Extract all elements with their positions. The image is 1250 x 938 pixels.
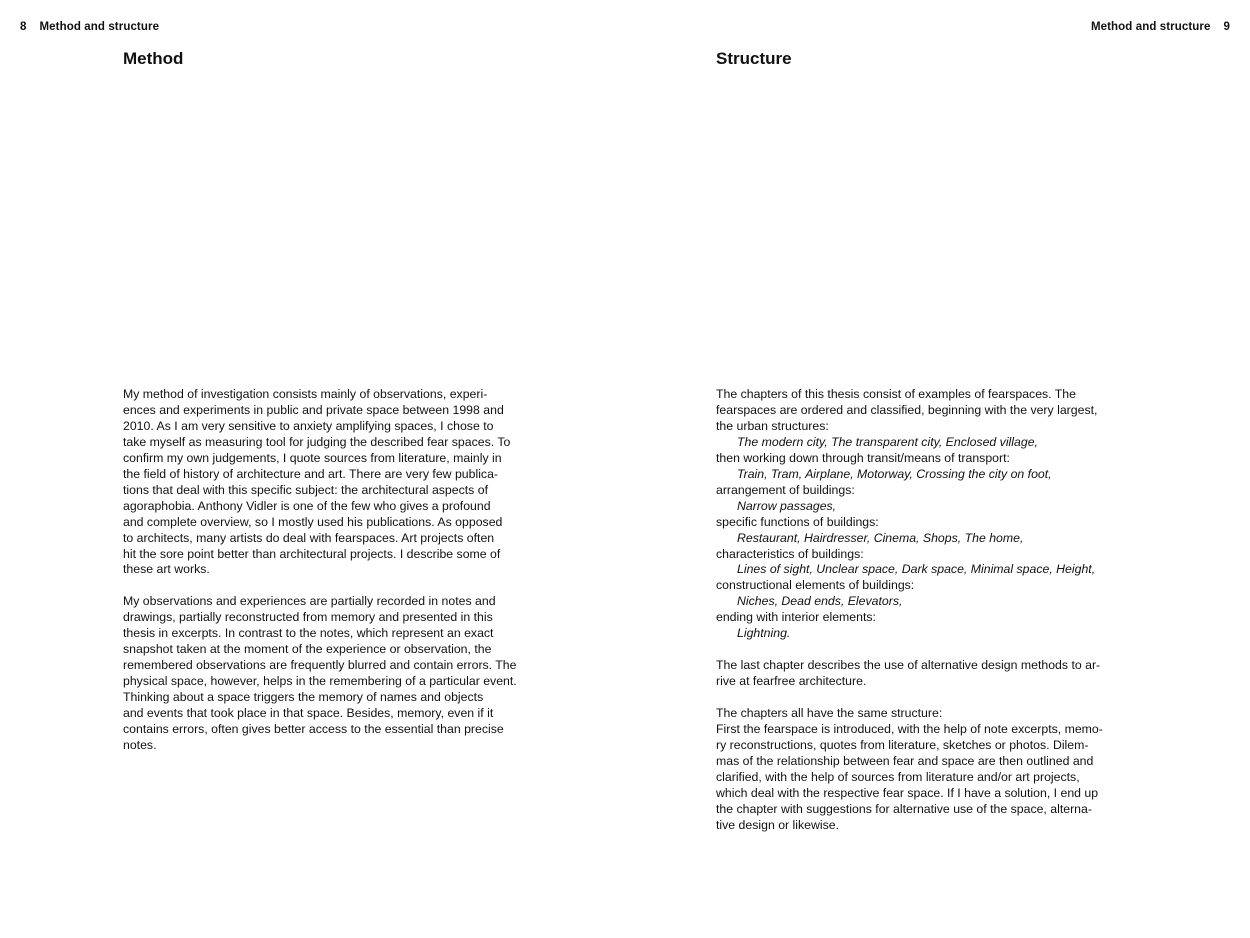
category-line: then working down through transit/means of transport: [716, 450, 1010, 465]
text-line: confirm my own judgements, I quote sources from literature, mainly in [123, 450, 502, 465]
text-line: and events that took place in that space. Besides, memory, even if it [123, 706, 494, 721]
text-line: My method of investigation consists mainly of observations, experi- [123, 387, 488, 401]
fearspace-examples-line: Narrow passages, [737, 498, 837, 513]
text-line: fearspaces are ordered and classified, beginning with the very largest, [716, 402, 1098, 417]
method-body [123, 387, 538, 754]
structure-body [716, 387, 1134, 834]
page-number-left: 8 [20, 21, 27, 33]
text-line: the field of history of architecture and art. There are very few publica- [123, 466, 499, 481]
text-line: snapshot taken at the moment of the experience or observation, the [123, 642, 492, 657]
text-line: My observations and experiences are partially recorded in notes and [123, 594, 496, 609]
method-title: Method [123, 49, 184, 68]
text-line: physical space, however, helps in the remembering of a particular event. [123, 674, 517, 689]
text-line: notes. [123, 737, 157, 752]
running-head-left [20, 21, 159, 33]
structure-title: Structure [716, 49, 792, 68]
text-line: ry reconstructions, quotes from literature, sketches or photos. Dilem- [716, 737, 1089, 752]
method-paragraph-1 [123, 387, 538, 578]
running-title-right: Method and structure [1090, 21, 1211, 33]
text-line: and complete overview, so I mostly used his publications. As opposed [123, 514, 503, 529]
fearspace-examples-line: Lines of sight, Unclear space, Dark space, Minimal space, Height, [737, 562, 1096, 577]
text-line: mas of the relationship between fear and space are then outlined and [716, 753, 1094, 768]
text-line: The chapters all have the same structure: [716, 706, 943, 721]
fearspace-examples-line: Train, Tram, Airplane, Motorway, Crossing the city on foot, [737, 466, 1052, 481]
text-line: thesis in excerpts. In contrast to the notes, which represent an exact [123, 626, 494, 641]
text-line: tive design or likewise. [716, 817, 840, 832]
structure-chapters-description [716, 706, 1134, 834]
fearspace-examples-line: Niches, Dead ends, Elevators, [737, 594, 903, 609]
category-line: ending with interior elements: [716, 610, 876, 625]
text-line: tions that deal with this specific subject: the architectural aspects of [123, 482, 488, 497]
text-line: Thinking about a space triggers the memory of names and objects [123, 690, 484, 705]
text-line: ences and experiments in public and private space between 1998 and [123, 402, 504, 417]
text-line: remembered observations are frequently blurred and contain errors. The [123, 658, 517, 673]
running-title-left: Method and structure [39, 21, 160, 33]
fearspace-examples-line: Lightning. [737, 626, 791, 641]
structure-classification-list [716, 435, 1134, 642]
text-line: First the fearspace is introduced, with the help of note excerpts, memo- [716, 721, 1103, 736]
text-line: hit the sore point better than architectural projects. I describe some of [123, 546, 501, 561]
text-line: the chapter with suggestions for alternative use of the space, alterna- [716, 801, 1092, 816]
text-line: The last chapter describes the use of alternative design methods to ar- [716, 658, 1101, 673]
text-line: these art works. [123, 562, 210, 577]
category-line: characteristics of buildings: [716, 546, 864, 561]
structure-last-chapter [716, 658, 1134, 690]
text-line: clarified, with the help of sources from literature and/or art projects, [716, 769, 1080, 784]
category-line: arrangement of buildings: [716, 482, 855, 497]
text-line: drawings, partially reconstructed from memory and presented in this [123, 610, 493, 625]
text-line: contains errors, often gives better access to the essential than precise [123, 722, 504, 736]
fearspace-examples-line: Restaurant, Hairdresser, Cinema, Shops, The home, [737, 530, 1024, 545]
text-line: take myself as measuring tool for judging the described fear spaces. To [123, 434, 511, 449]
text-line: agoraphobia. Anthony Vidler is one of the few who gives a profound [123, 498, 491, 513]
text-line: 2010. As I am very sensitive to anxiety amplifying spaces, I chose to [123, 418, 494, 433]
text-line: which deal with the respective fear space. If I have a solution, I end up [716, 785, 1099, 800]
page-number-right: 9 [1223, 21, 1230, 33]
fearspace-examples-line: The modern city, The transparent city, Enclosed village, [737, 434, 1038, 449]
category-line: specific functions of buildings: [716, 514, 879, 529]
text-line: to architects, many artists do deal with fearspaces. Art projects often [123, 530, 495, 545]
text-line: The chapters of this thesis consist of examples of fearspaces. The [716, 387, 1076, 401]
text-line: the urban structures: [716, 418, 829, 433]
method-paragraph-2 [123, 594, 538, 754]
category-line: constructional elements of buildings: [716, 578, 915, 593]
running-head-right [1091, 21, 1230, 33]
structure-intro [716, 387, 1134, 435]
text-line: rive at fearfree architecture. [716, 674, 867, 689]
